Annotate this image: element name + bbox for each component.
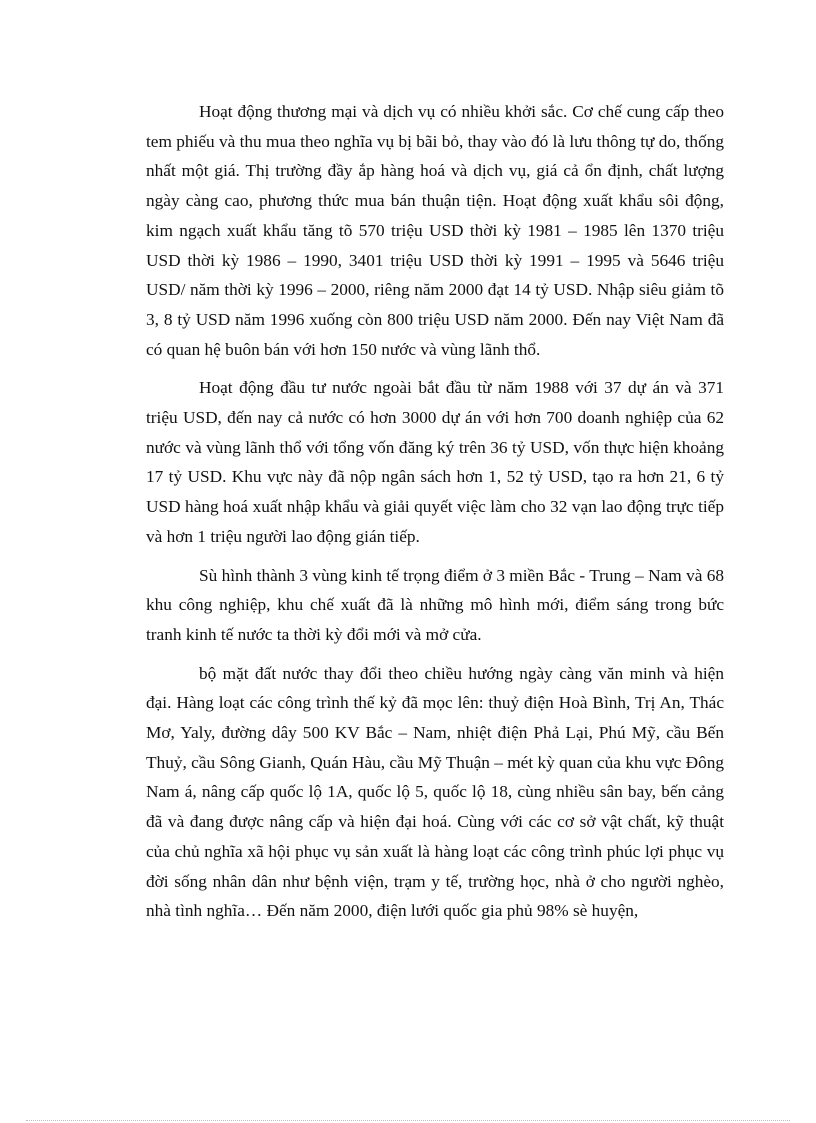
paragraph-infrastructure: bộ mặt đất nước thay đổi theo chiều hướng ngày càng văn minh và hiện đại. Hàng loạt các công trình thế kỷ đã mọc lên: thuỷ điện Hoà Bình, Trị An, Thác Mơ, Yaly, đường dây 500 KV Bắc – Nam, nhiệt điện Phả Lại, Phú Mỹ, cầu Bến Thuỷ, cầu Sông Gianh, Quán Hàu, cầu Mỹ Thuận – mét kỳ quan của khu vực Đông Nam á, nâng cấp quốc lộ 1A, quốc lộ 5, quốc lộ 18, cùng nhiều sân bay, bến cảng đã và đang được nâng cấp và hiện đại hoá. Cùng với các cơ sở vật chất, kỹ thuật của chủ nghĩa xã hội phục vụ sản xuất là hàng loạt các công trình phúc lợi phục vụ đời sống nhân dân như bệnh viện, trạm y tế, trường học, nhà ở cho người nghèo, nhà tình nghĩa… Đến năm 2000, điện lưới quốc gia phủ 98% sè huyện, <box>146 663 724 921</box>
page-bottom-divider <box>26 1120 790 1121</box>
paragraph-trade-services: Hoạt động thương mại và dịch vụ có nhiều khởi sắc. Cơ chế cung cấp theo tem phiếu và thu mua theo nghĩa vụ bị bãi bỏ, thay vào đó là lưu thông tự do, thống nhất một giá. Thị trường đầy ắp hàng hoá và dịch vụ, giá cả ổn định, chất lượng ngày càng cao, phương thức mua bán thuận tiện. Hoạt động xuất khẩu sôi động, kim ngạch xuất khẩu tăng tõ 570 triệu USD thời kỳ 1981 – 1985 lên 1370 triệu USD thời kỳ 1986 – 1990, 3401 triệu USD thời kỳ 1991 – 1995 và 5646 triệu USD/ năm thời kỳ 1996 – 2000, riêng năm 2000 đạt 14 tỷ USD. Nhập siêu giảm tõ 3, 8 tỷ USD năm 1996 xuống còn 800 triệu USD năm 2000. Đến nay Việt Nam đã có quan hệ buôn bán với hơn 150 nước và vùng lãnh thổ. <box>146 102 724 359</box>
paragraph-foreign-investment: Hoạt động đầu tư nước ngoài bắt đầu từ năm 1988 với 37 dự án và 371 triệu USD, đến nay cả nước có hơn 3000 dự án với hơn 700 doanh nghiệp của 62 nước và vùng lãnh thổ với tổng vốn đăng ký trên 36 tỷ USD, vốn thực hiện khoảng 17 tỷ USD. Khu vực này đã nộp ngân sách hơn 1, 52 tỷ USD, tạo ra hơn 21, 6 tỷ USD hàng hoá xuất nhập khẩu và giải quyết việc làm cho 32 vạn lao động trực tiếp và hơn 1 triệu người lao động gián tiếp. <box>146 378 724 546</box>
document-body <box>146 97 724 935</box>
paragraph-economic-zones: Sù hình thành 3 vùng kinh tế trọng điểm ở 3 miền Bắc - Trung – Nam và 68 khu công nghiệp, khu chế xuất đã là những mô hình mới, điểm sáng trong bức tranh kinh tế nước ta thời kỳ đổi mới và mở cửa. <box>146 565 724 644</box>
